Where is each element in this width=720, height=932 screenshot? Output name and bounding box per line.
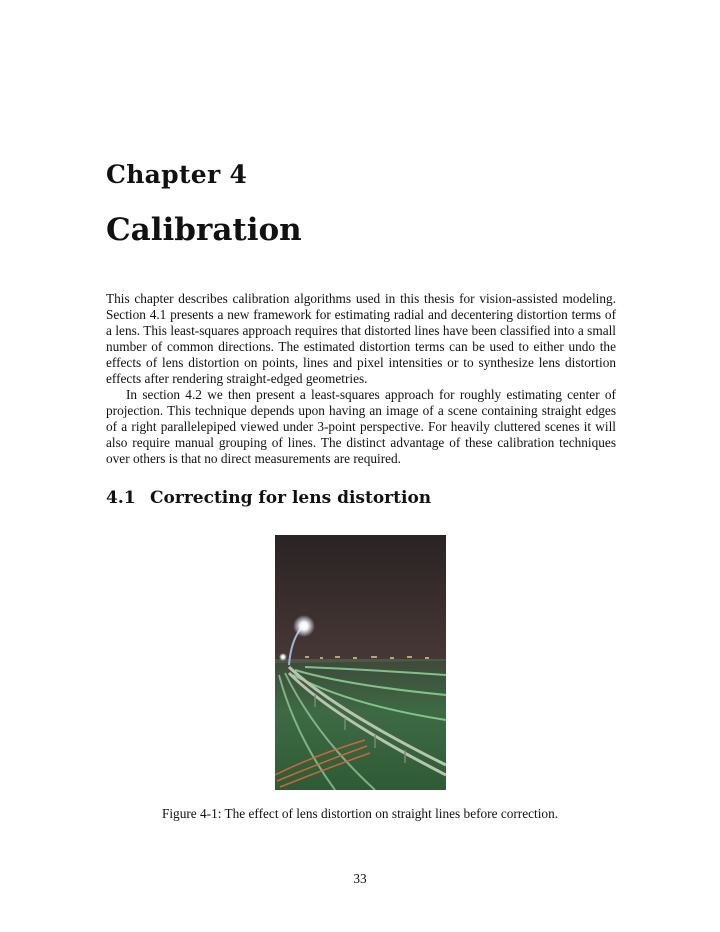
night-road-photo: [275, 535, 446, 790]
intro-paragraph-2: In section 4.2 we then present a least-squares approach for roughly estimating center of projection. This technique depends upon having an image of a scene containing straight edges of a right parallelepiped viewed under 3-point perspective. For heavily cluttered scenes it will also require manual grouping of lines. The distinct advantage of these calibration techniques over others is that no direct measurements are required.: [106, 387, 616, 466]
section-title: Correcting for lens distortion: [150, 488, 432, 508]
intro-paragraph-1: This chapter describes calibration algorithms used in this thesis for vision-assisted modeling. Section 4.1 presents a new framework for estimating radial and decentering distortion terms of a lens. This least-squares approach requires that distorted lines have been classified into a small number of common directions. The estimated distortion terms can be used to either undo the effects of lens distortion on points, lines and pixel intensities or to synthesize lens distortion effects after rendering straight-edged geometries.: [106, 291, 616, 386]
figure-lens-distortion-photo: [275, 535, 446, 790]
chapter-label: Chapter 4: [106, 160, 248, 189]
chapter-title: Calibration: [106, 212, 302, 248]
section-number: 4.1: [106, 488, 136, 508]
intro-text: [106, 291, 616, 467]
figure-caption: Figure 4-1: The effect of lens distortion on straight lines before correction.: [161, 806, 559, 821]
section-heading: [106, 488, 431, 508]
page-number: 33: [353, 871, 367, 886]
